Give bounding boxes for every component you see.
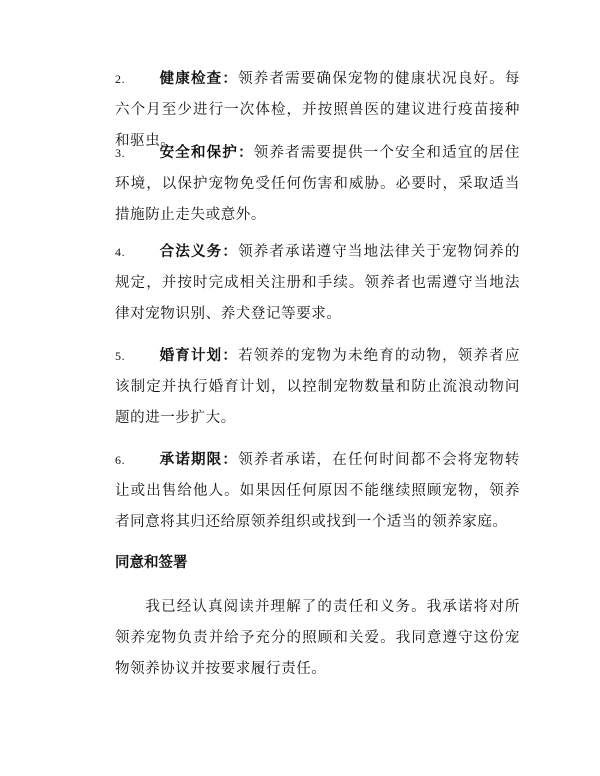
clause-text: 领养者需要确保宠物的健康状况良好。每六个月至少进行一次体检，并按照兽医的建议进行疫苗接种和驱虫。 — [115, 71, 520, 149]
clause-colon: ： — [222, 452, 239, 468]
clause-term: 婚育计划 — [159, 348, 223, 364]
clause-breeding-plan — [115, 341, 520, 434]
clause-number: 4. — [115, 245, 126, 259]
clause-text: 领养者承诺，在任何时间都不会将宠物转让或出售给他人。如果因任何原因不能继续照顾宠物，领养者同意将其归还给原领养组织或找到一个适当的领养家庭。 — [115, 452, 520, 530]
clause-number: 2. — [115, 72, 126, 86]
clause-commitment-period — [115, 445, 520, 538]
section-heading: 同意和签署 — [115, 555, 188, 571]
clause-number: 3. — [115, 146, 126, 160]
clause-text: 领养者需要提供一个安全和适宜的居住环境，以保护宠物免受任何伤害和威胁。必要时，采取适当措施防止走失或意外。 — [115, 145, 521, 223]
clause-term: 安全和保护 — [159, 145, 239, 161]
clause-colon: ： — [238, 145, 254, 161]
consent-paragraph: 我已经认真阅读并理解了的责任和义务。我承诺将对所领养宠物负责并给予充分的照顾和关爱。我同意遵守这份宠物领养协议并按要求履行责任。 — [115, 599, 520, 677]
clause-colon: ： — [222, 244, 239, 260]
clause-term: 合法义务 — [159, 244, 223, 260]
clause-term: 健康检查 — [159, 71, 223, 87]
clause-text: 若领养的宠物为未绝育的动物，领养者应该制定并执行婚育计划，以控制宠物数量和防止流浪动物问题的进一步扩大。 — [115, 348, 520, 426]
clause-safety-protection — [115, 138, 520, 231]
clause-number: 6. — [115, 453, 126, 467]
clause-legal-obligations — [115, 237, 520, 330]
clause-colon: ： — [222, 348, 239, 364]
clause-number: 5. — [115, 349, 126, 363]
clause-text: 领养者承诺遵守当地法律关于宠物饲养的规定，并按时完成相关注册和手续。领养者也需遵守当地法律对宠物识别、养犬登记等要求。 — [115, 244, 520, 322]
clause-colon: ： — [222, 71, 239, 87]
clause-term: 承诺期限 — [159, 452, 223, 468]
